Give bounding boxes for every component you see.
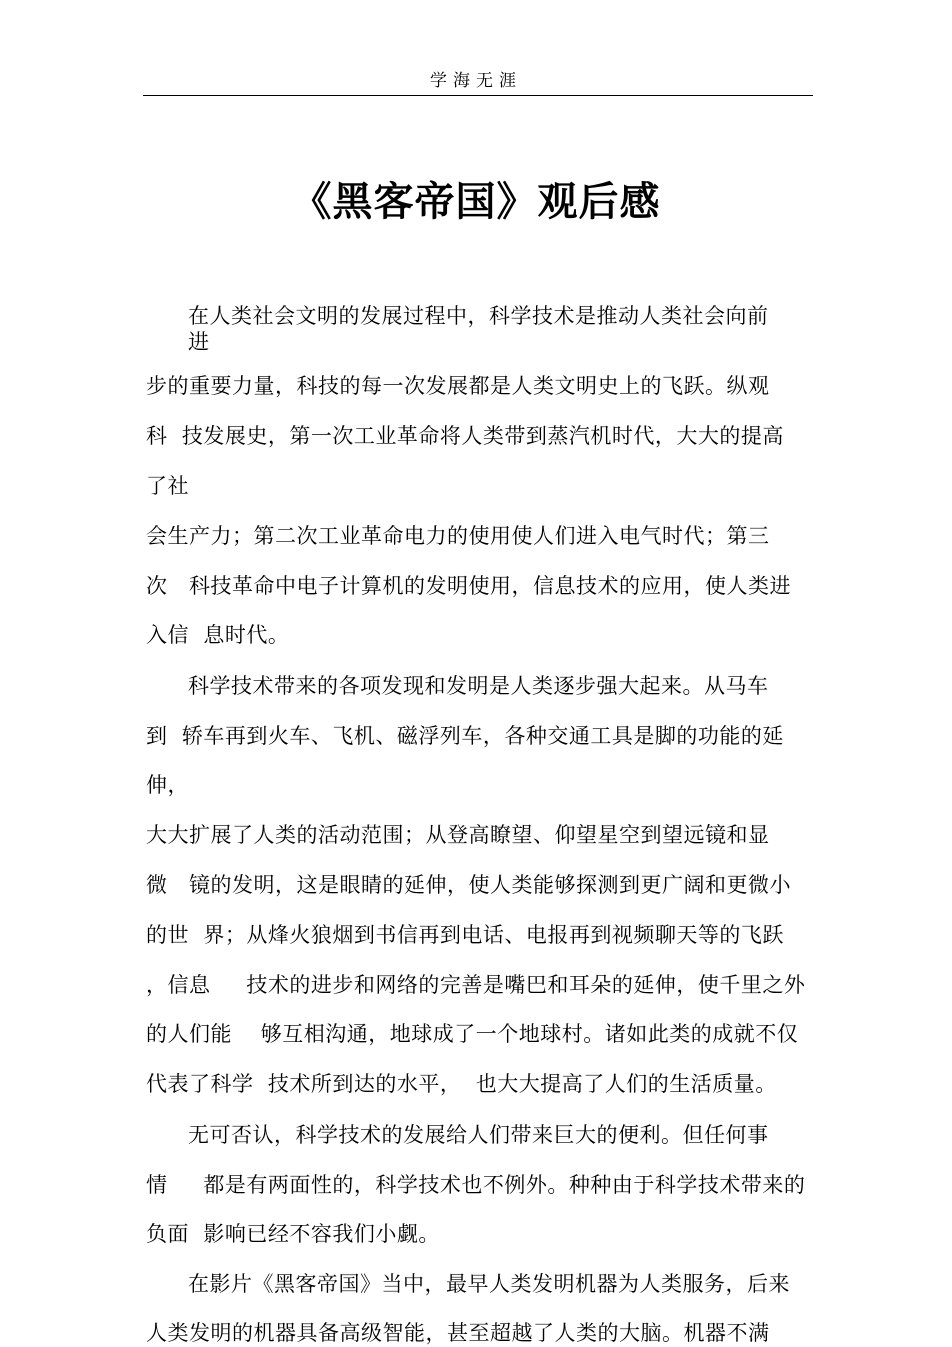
body-line: 步的重要力量，科技的每一次发展都是人类文明史上的飞跃。纵观 xyxy=(146,374,770,398)
body-line: 的人们能 够互相沟通，地球成了一个地球村。诸如此类的成就不仅 xyxy=(146,1022,799,1046)
body-line: 进 xyxy=(188,330,210,354)
body-line: 代表了科学 技术所到达的水平， 也大大提高了人们的生活质量。 xyxy=(146,1072,777,1096)
body-line: 次 科技革命中电子计算机的发明使用，信息技术的应用，使人类进 xyxy=(146,574,792,598)
body-line: 微 镜的发明，这是眼睛的延伸，使人类能够探测到更广阔和更微小 xyxy=(146,873,792,897)
body-line: 科 技发展史，第一次工业革命将人类带到蒸汽机时代，大大的提高 xyxy=(146,424,784,448)
body-line: 人类发明的机器具备高级智能，甚至超越了人类的大脑。机器不满 xyxy=(146,1321,770,1345)
body-line: 会生产力；第二次工业革命电力的使用使人们进入电气时代；第三 xyxy=(146,524,770,548)
body-line: 到 轿车再到火车、飞机、磁浮列车，各种交通工具是脚的功能的延 xyxy=(146,724,784,748)
body-line: 在影片《黑客帝国》当中，最早人类发明机器为人类服务，后来 xyxy=(188,1272,790,1296)
body-line: 科学技术带来的各项发现和发明是人类逐步强大起来。从马车 xyxy=(188,674,769,698)
body-line: ，信息 技术的进步和网络的完善是嘴巴和耳朵的延伸，使千里之外 xyxy=(146,973,806,997)
document-title: 《黑客帝国》观后感 xyxy=(291,179,661,225)
body-line: 负面 影响已经不容我们小觑。 xyxy=(146,1222,440,1246)
body-line: 大大扩展了人类的活动范围；从登高瞭望、仰望星空到望远镜和显 xyxy=(146,823,770,847)
body-line: 了社 xyxy=(146,474,189,498)
body-line: 的世 界；从烽火狼烟到书信再到电话、电报再到视频聊天等的飞跃 xyxy=(146,923,784,947)
body-line: 情 都是有两面性的，科学技术也不例外。种种由于科学技术带来的 xyxy=(146,1173,806,1197)
page-header: 学海无涯 xyxy=(430,71,522,91)
body-line: 伸， xyxy=(146,773,189,797)
body-line: 无可否认，科学技术的发展给人们带来巨大的便利。但任何事 xyxy=(188,1123,769,1147)
body-line: 入信 息时代。 xyxy=(146,623,290,647)
header-rule xyxy=(143,95,813,96)
body-line: 在人类社会文明的发展过程中，科学技术是推动人类社会向前 xyxy=(188,304,769,328)
